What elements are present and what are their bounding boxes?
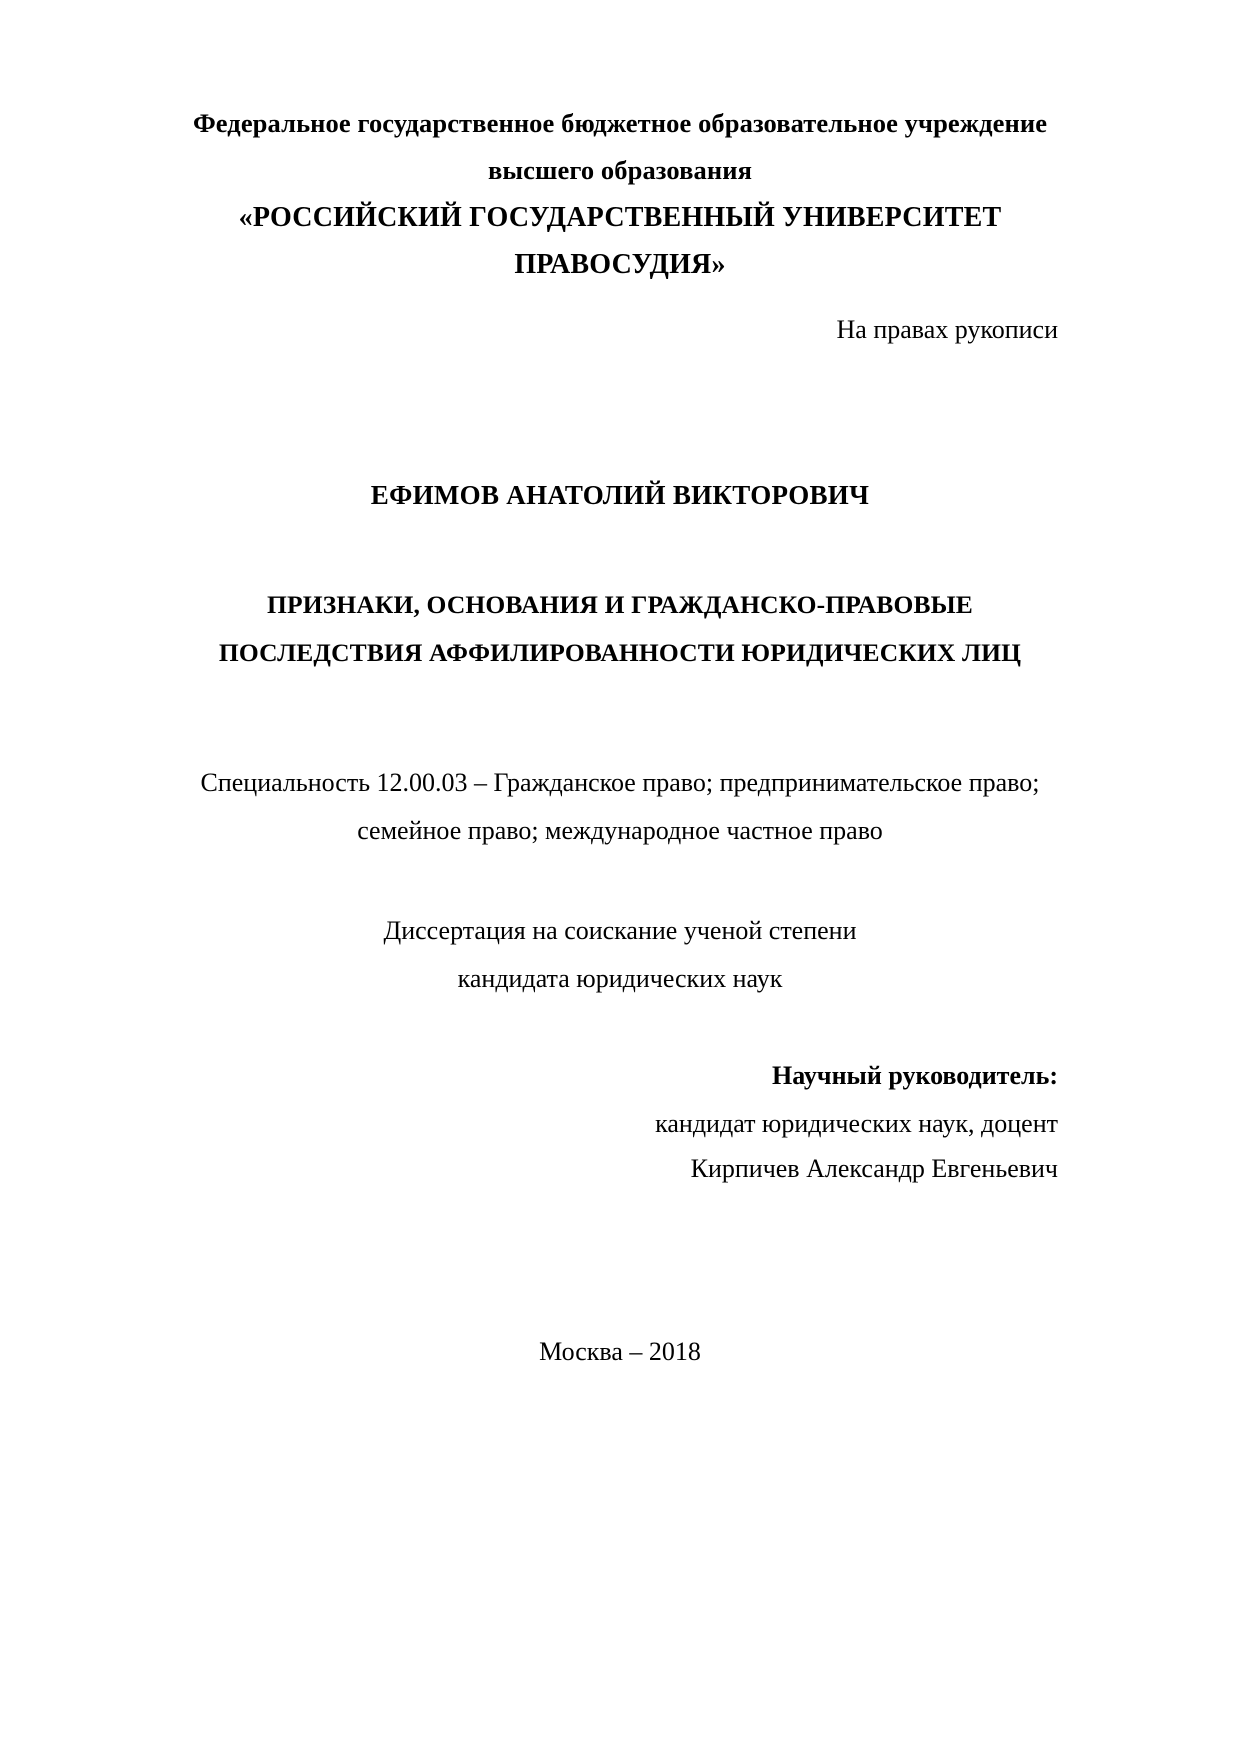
organization-block <box>170 100 1070 288</box>
supervisor-credentials: кандидат юридических наук, доцент <box>655 1109 1058 1138</box>
organization-line-4: ПРАВОСУДИЯ» <box>514 249 726 280</box>
manuscript-note: На правах рукописи <box>836 315 1058 344</box>
page-content <box>170 0 1070 1754</box>
degree-line-2: кандидата юридических наук <box>457 964 783 993</box>
degree-line-1: Диссертация на соискание ученой степени <box>383 916 857 945</box>
speciality-line-1: Специальность 12.00.03 – Гражданское право; предпринимательское право; <box>200 768 1040 797</box>
degree-block <box>170 907 1070 1003</box>
author-name: ЕФИМОВ АНАТОЛИЙ ВИКТОРОВИЧ <box>370 480 870 510</box>
title-line-1: ПРИЗНАКИ, ОСНОВАНИЯ И ГРАЖДАНСКО-ПРАВОВЫЕ <box>267 590 973 619</box>
place-and-year: Москва – 2018 <box>539 1337 701 1366</box>
title-line-2: ПОСЛЕДСТВИЯ АФФИЛИРОВАННОСТИ ЮРИДИЧЕСКИХ ЛИЦ <box>218 638 1022 667</box>
supervisor-name: Кирпичев Александр Евгеньевич <box>690 1154 1058 1183</box>
dissertation-title <box>170 581 1070 677</box>
supervisor-block <box>170 1051 1058 1191</box>
organization-line-2: высшего образования <box>487 155 753 185</box>
organization-line-1: Федеральное государственное бюджетное образовательное учреждение <box>192 108 1048 138</box>
organization-line-3: «РОССИЙСКИЙ ГОСУДАРСТВЕННЫЙ УНИВЕРСИТЕТ <box>238 202 1002 233</box>
speciality-block <box>170 759 1070 855</box>
speciality-line-2: семейное право; международное частное право <box>357 816 883 845</box>
supervisor-heading: Научный руководитель: <box>772 1061 1058 1090</box>
